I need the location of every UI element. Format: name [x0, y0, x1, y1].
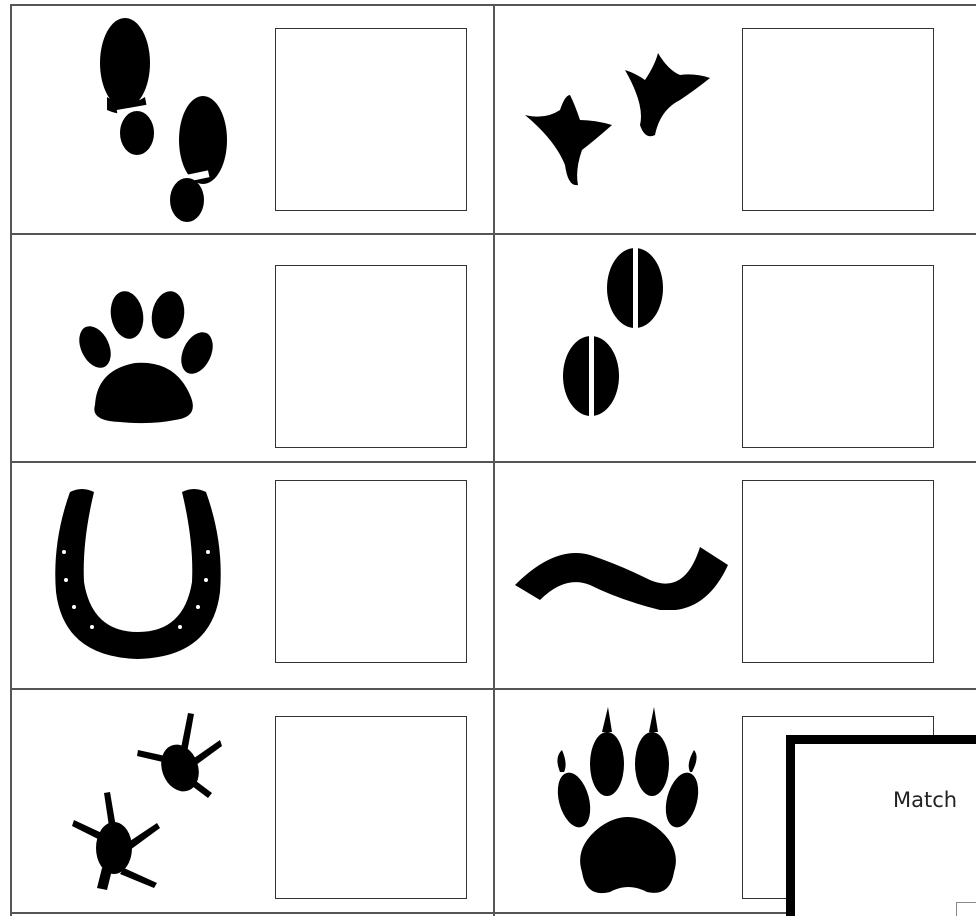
- popup-card[interactable]: [786, 735, 976, 916]
- paw-print-icon: [75, 285, 215, 430]
- horseshoe-icon: [52, 482, 224, 664]
- answer-box[interactable]: [275, 716, 467, 899]
- popup-text: Match: [893, 788, 958, 812]
- snake-track-icon: [510, 535, 735, 610]
- hoof-prints-icon: [558, 248, 688, 418]
- popup-checkbox[interactable]: [956, 902, 976, 916]
- clawed-paw-icon: [552, 702, 704, 904]
- answer-box[interactable]: [742, 265, 934, 448]
- answer-box[interactable]: [275, 265, 467, 448]
- grid-line: [493, 4, 495, 916]
- bird-tracks-icon: [520, 45, 715, 190]
- answer-box[interactable]: [742, 28, 934, 211]
- frog-tracks-icon: [62, 708, 227, 898]
- answer-box[interactable]: [275, 480, 467, 663]
- answer-box[interactable]: [742, 480, 934, 663]
- shoe-prints-icon: [95, 15, 235, 225]
- answer-box[interactable]: [275, 28, 467, 211]
- grid-line: [10, 4, 12, 916]
